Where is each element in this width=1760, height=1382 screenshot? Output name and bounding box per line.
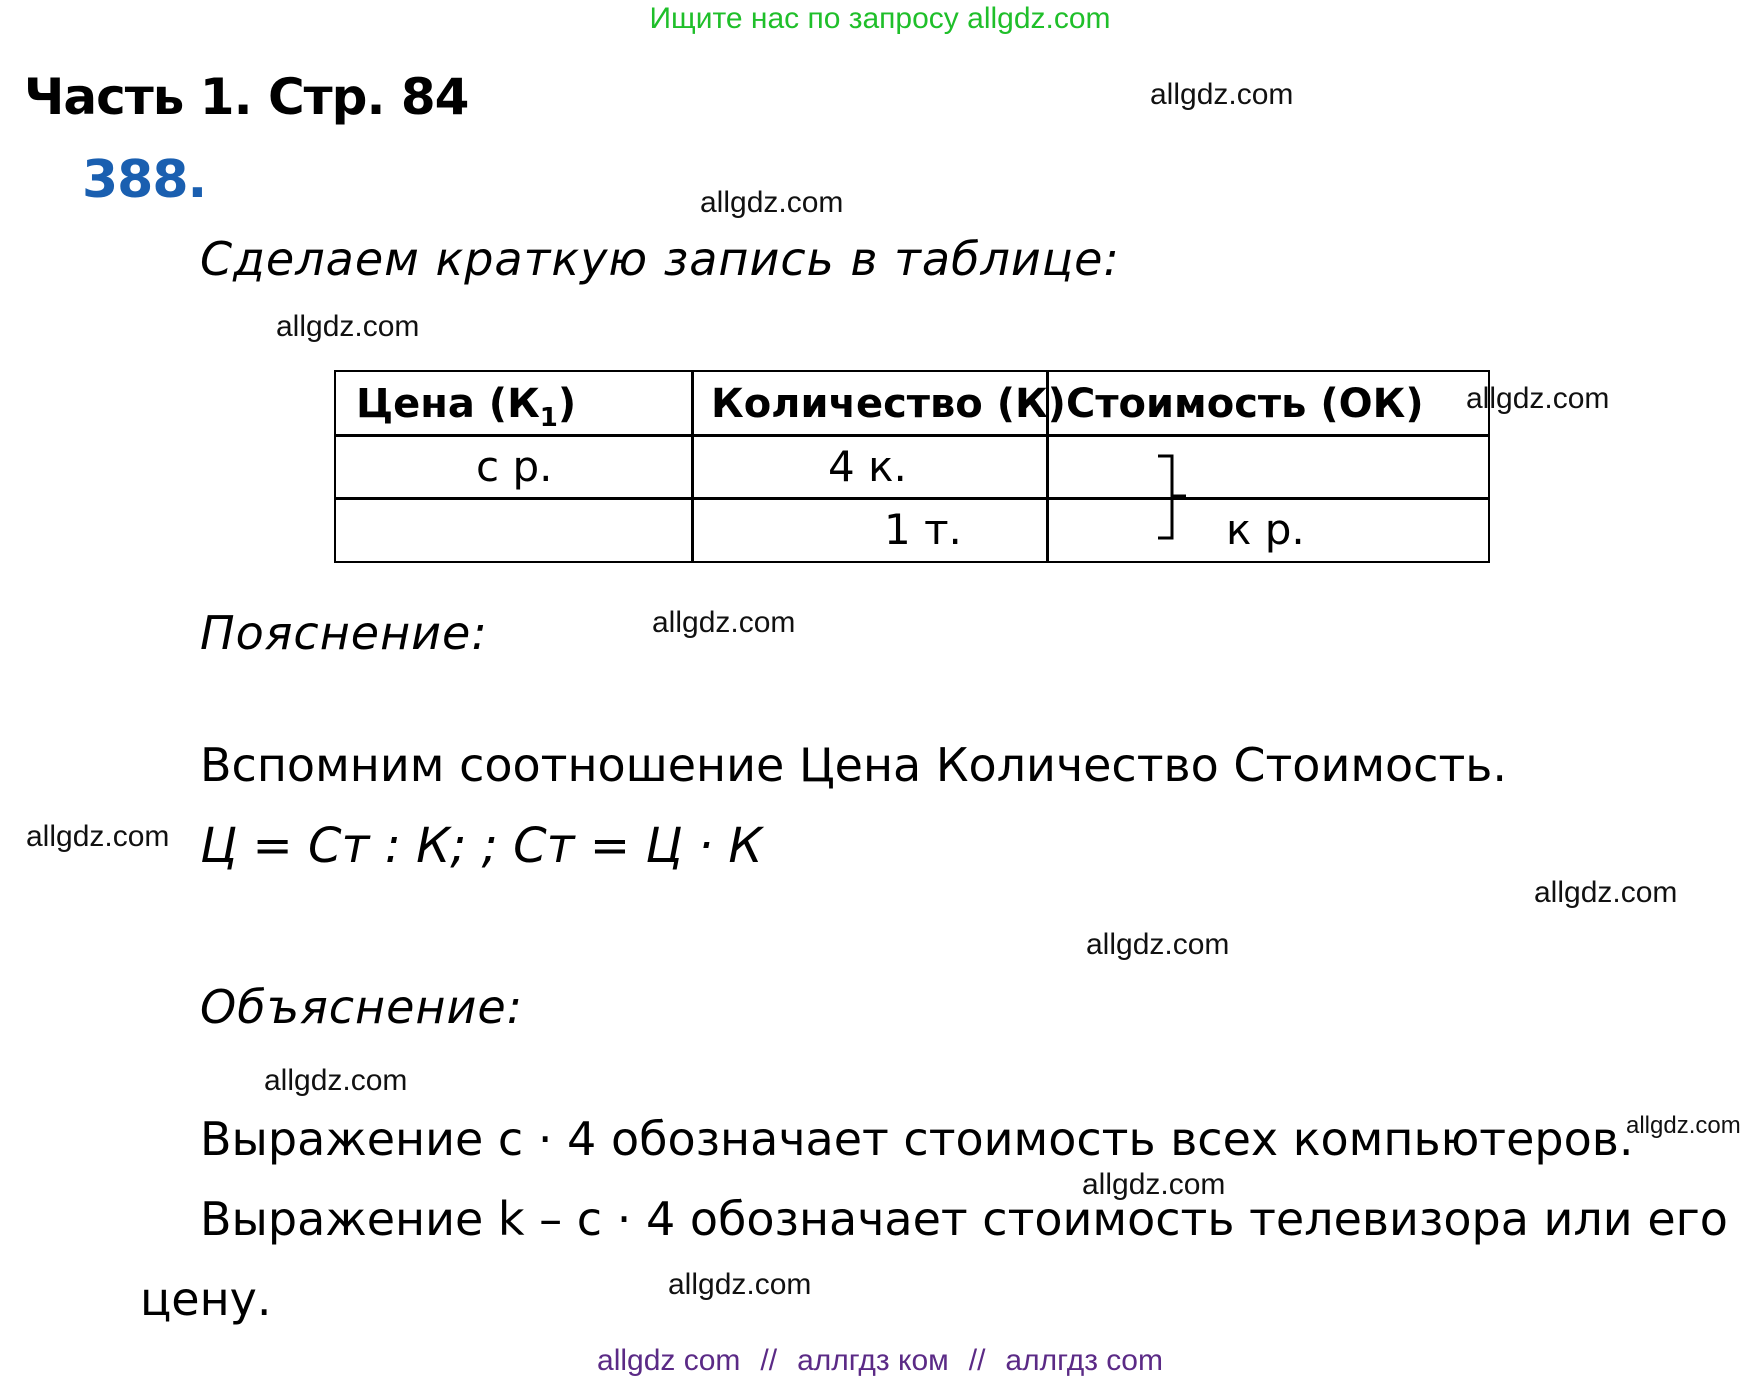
watermark: allgdz.com <box>26 820 170 853</box>
table-divider <box>336 497 1488 500</box>
summary-table <box>334 370 1490 563</box>
table-divider <box>336 434 1488 437</box>
watermark: allgdz.com <box>1086 928 1230 961</box>
header-quantity: Количество (К) <box>711 381 1066 427</box>
header-price: Цена $(К_1)$ <box>356 381 577 433</box>
footer <box>0 1344 1760 1378</box>
cell-price-1: с р. <box>476 442 553 491</box>
watermark: allgdz.com <box>700 186 844 219</box>
footer-separator: // <box>968 1344 986 1377</box>
expression-2: Выражение k – с · 4 обозначает стоимость телевизора или его <box>200 1192 1728 1246</box>
page-title: Часть 1. Стр. 84 <box>24 68 469 126</box>
watermark: allgdz.com <box>264 1064 408 1097</box>
watermark: allgdz.com <box>1150 78 1294 111</box>
expression-2-cont: цену. <box>140 1272 272 1326</box>
intro-text: Сделаем краткую запись в таблице: <box>200 232 1120 286</box>
formula: Ц = Ст : К; ; Ст = Ц · К <box>200 818 763 874</box>
task-number: 388. <box>82 150 207 210</box>
watermark: allgdz.com <box>668 1268 812 1301</box>
watermark: allgdz.com <box>1626 1112 1741 1139</box>
table-divider <box>691 372 694 561</box>
watermark: allgdz.com <box>1534 876 1678 909</box>
brace-icon <box>1146 452 1206 552</box>
footer-link-3[interactable]: аллгдз com <box>1005 1344 1163 1377</box>
cell-qty-2: 1 т. <box>884 505 962 554</box>
expression-1: Выражение с · 4 обозначает стоимость всех компьютеров. <box>200 1112 1634 1166</box>
watermark: allgdz.com <box>652 606 796 639</box>
objasnenie-label: Объяснение: <box>200 980 524 1034</box>
watermark: allgdz.com <box>276 310 420 343</box>
explanation-label: Пояснение: <box>200 606 488 660</box>
watermark: allgdz.com <box>1466 382 1610 415</box>
footer-link-1[interactable]: allgdz com <box>597 1344 741 1377</box>
watermark: allgdz.com <box>1082 1168 1226 1201</box>
header-cost: Стоимость (ОК) <box>1066 381 1424 427</box>
cell-qty-1: 4 к. <box>828 442 907 491</box>
cell-cost-2: к р. <box>1226 505 1305 554</box>
footer-separator: // <box>760 1344 778 1377</box>
top-banner: Ищите нас по запросу allgdz.com <box>649 2 1111 35</box>
footer-link-2[interactable]: аллгдз ком <box>797 1344 949 1377</box>
recall-line: Вспомним соотношение Цена Количество Стоимость. <box>200 738 1508 792</box>
